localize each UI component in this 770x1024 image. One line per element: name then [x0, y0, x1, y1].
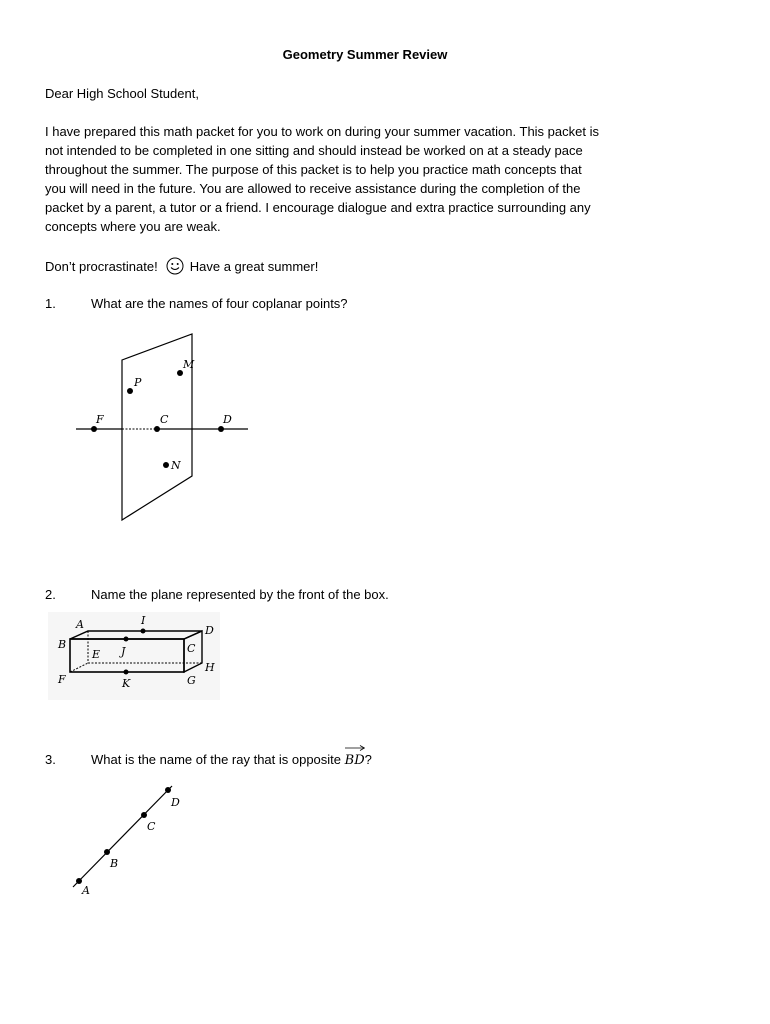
- label-n: N: [171, 459, 181, 472]
- label-i: I: [141, 614, 146, 627]
- line-abcd: [73, 786, 172, 887]
- ray-notation: [345, 753, 365, 768]
- smiley-icon: [166, 257, 184, 275]
- label-a: A: [82, 884, 90, 897]
- intro-paragraph: [45, 122, 645, 236]
- label-c: C: [147, 820, 156, 833]
- label-h: H: [205, 661, 215, 674]
- point-d: [165, 787, 171, 793]
- point-i: [141, 629, 146, 634]
- label-f: F: [58, 673, 66, 686]
- point-d: [218, 426, 224, 432]
- ray-arrow-icon: [345, 744, 365, 752]
- point-k: [124, 670, 129, 675]
- point-n: [163, 462, 169, 468]
- label-d: D: [223, 413, 232, 426]
- coplanar-points-figure: [70, 330, 260, 530]
- label-d: D: [171, 796, 180, 809]
- label-b: B: [58, 638, 67, 651]
- label-e: E: [92, 648, 101, 661]
- label-g: G: [187, 674, 196, 687]
- question-1-text: What are the names of four coplanar points?: [91, 296, 348, 311]
- paragraph-line: you will need in the future. You are allowed to receive assistance during the completion of the: [45, 181, 581, 196]
- paragraph-line: I have prepared this math packet for you to work on during your summer vacation. This packet is: [45, 124, 599, 139]
- paragraph-line: not intended to be completed in one sitting and should instead be worked on at a steady pace: [45, 143, 583, 158]
- label-d: D: [205, 624, 214, 637]
- question-3-text-before: What is the name of the ray that is opposite: [91, 752, 342, 767]
- front-face: [70, 639, 184, 672]
- label-p: P: [134, 376, 142, 389]
- label-b: B: [110, 857, 119, 870]
- question-3-number: 3.: [45, 752, 56, 767]
- point-b: [104, 849, 110, 855]
- label-j: J: [121, 645, 126, 658]
- closing-start: Don’t procrastinate!: [45, 258, 158, 274]
- label-m: M: [183, 358, 195, 371]
- closing-line: [45, 257, 318, 275]
- point-f: [91, 426, 97, 432]
- paragraph-line: concepts where you are weak.: [45, 219, 221, 234]
- ray-label: BD: [344, 753, 365, 768]
- greeting: Dear High School Student,: [45, 86, 199, 101]
- label-f: F: [96, 413, 104, 426]
- question-3-text: [91, 752, 372, 768]
- paragraph-line: packet by a parent, a tutor or a friend. I encourage dialogue and extra practice surrounding any: [45, 200, 591, 215]
- point-p: [127, 388, 133, 394]
- point-c: [141, 812, 147, 818]
- ray-figure: [66, 780, 196, 900]
- closing-end: Have a great summer!: [189, 258, 319, 274]
- label-a: A: [76, 618, 84, 631]
- label-c: C: [187, 642, 196, 655]
- label-c: C: [160, 413, 169, 426]
- page-title: Geometry Summer Review: [282, 47, 448, 62]
- question-3-text-after: ?: [364, 752, 372, 767]
- point-j: [124, 637, 129, 642]
- question-2-number: 2.: [45, 587, 56, 602]
- paragraph-line: throughout the summer. The purpose of this packet is to help you practice math concepts that: [45, 162, 582, 177]
- question-1-number: 1.: [45, 296, 56, 311]
- box-figure: [48, 612, 220, 700]
- point-c: [154, 426, 160, 432]
- label-k: K: [122, 677, 131, 690]
- question-2-text: Name the plane represented by the front of the box.: [91, 587, 389, 602]
